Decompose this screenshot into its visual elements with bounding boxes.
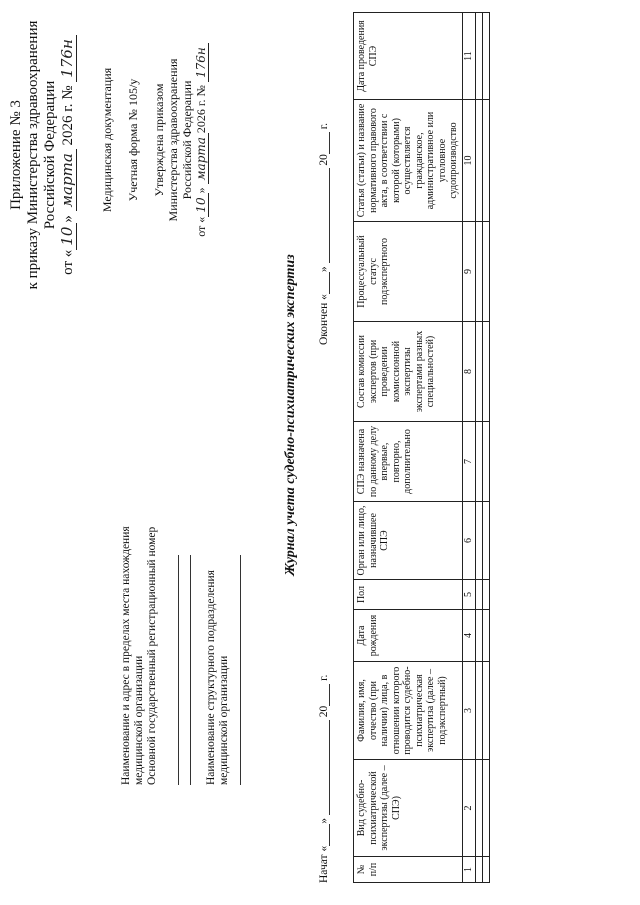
column-number: 10 [462,100,475,222]
column-header: Фамилия, имя, отчество (при наличии) лица, в отношении которого проводится судебно-психиатрическая экспертиза (далее – подэкспертный) [354,662,463,760]
end-date-line: Окончен «» 20 г. [318,122,330,345]
column-header: Дата рождения [354,610,463,662]
handwritten-day: 10 [59,223,77,250]
handwritten-order-number: 176н [59,35,77,82]
register-table [353,12,490,883]
column-header: Орган или лицо, назначившее СПЭ [354,502,463,580]
division-line-2: медицинской организации [218,655,230,785]
approved-line-3: Российской Федерации [180,80,194,200]
column-header: Процессуальный статус подэкспертного [354,222,463,322]
start-date-line: Начат «» 20 г. [318,674,330,883]
table-row [482,13,489,883]
appendix-header [8,5,77,305]
org-name-address-line-2: медицинской организации [133,655,145,785]
order-line-1: к приказу Министерства здравоохранения [25,20,41,290]
table-header-row [354,13,463,883]
column-header: № п/п [354,857,463,883]
column-header: Состав комиссии экспертов (при проведении комиссионной экспертизы экспертами разных специальностей) [354,322,463,422]
med-docs-label: Медицинская документация [100,67,114,213]
approved-line-1: Утверждена приказом [152,83,166,197]
column-number: 6 [462,502,475,580]
approval-block [100,0,209,285]
column-number: 9 [462,222,475,322]
column-number: 1 [462,857,475,883]
approval-date-line: от «10» марта2026 г. № 176н [194,0,209,285]
handwritten-day: 10 [194,193,209,216]
column-number-row [462,13,475,883]
column-number: 3 [462,662,475,760]
division-line-1: Наименование структурного подразделения [205,570,217,785]
column-header: Статья (статьи) и название нормативного правового акта, в соответствии с которой (которыми) осуществляется гражданское, административное или уголовное судопроизводство [354,100,463,222]
table-row [475,13,482,883]
org-blank-line-2 [190,555,191,785]
division-block [205,570,231,785]
handwritten-month: марта [194,133,209,184]
handwritten-order-number: 176н [194,43,209,82]
column-number: 8 [462,322,475,422]
column-number: 5 [462,580,475,610]
column-header: Пол [354,580,463,610]
column-header: Дата проведения СПЭ [354,13,463,100]
column-header: СПЭ назначена по данному делу впервые, повторно, дополнительно [354,422,463,502]
appendix-number: Приложение № 3 [8,100,24,210]
form-label: Учетная форма № 105/у [126,78,140,202]
division-blank-line [240,555,241,785]
column-number: 7 [462,422,475,502]
org-blank-line-1 [178,555,179,785]
approved-line-2: Министерства здравоохранения [166,58,180,222]
column-header: Вид судебно-психиатрической экспертизы (далее – СПЭ) [354,760,463,857]
org-ogrn-label: Основной государственный регистрационный номер [146,526,158,785]
column-number: 4 [462,610,475,662]
journal-title: Журнал учета судебно-психиатрических экспертиз [283,254,298,576]
org-name-address-line-1: Наименование и адрес в пределах места нахождения [120,526,132,785]
handwritten-month: марта [59,149,77,211]
order-date-line: от «10» марта 2026 г. № 176н [59,5,77,305]
order-line-2: Российской Федерации [42,80,58,230]
column-number: 2 [462,760,475,857]
column-number: 11 [462,13,475,100]
organization-block [120,526,159,785]
